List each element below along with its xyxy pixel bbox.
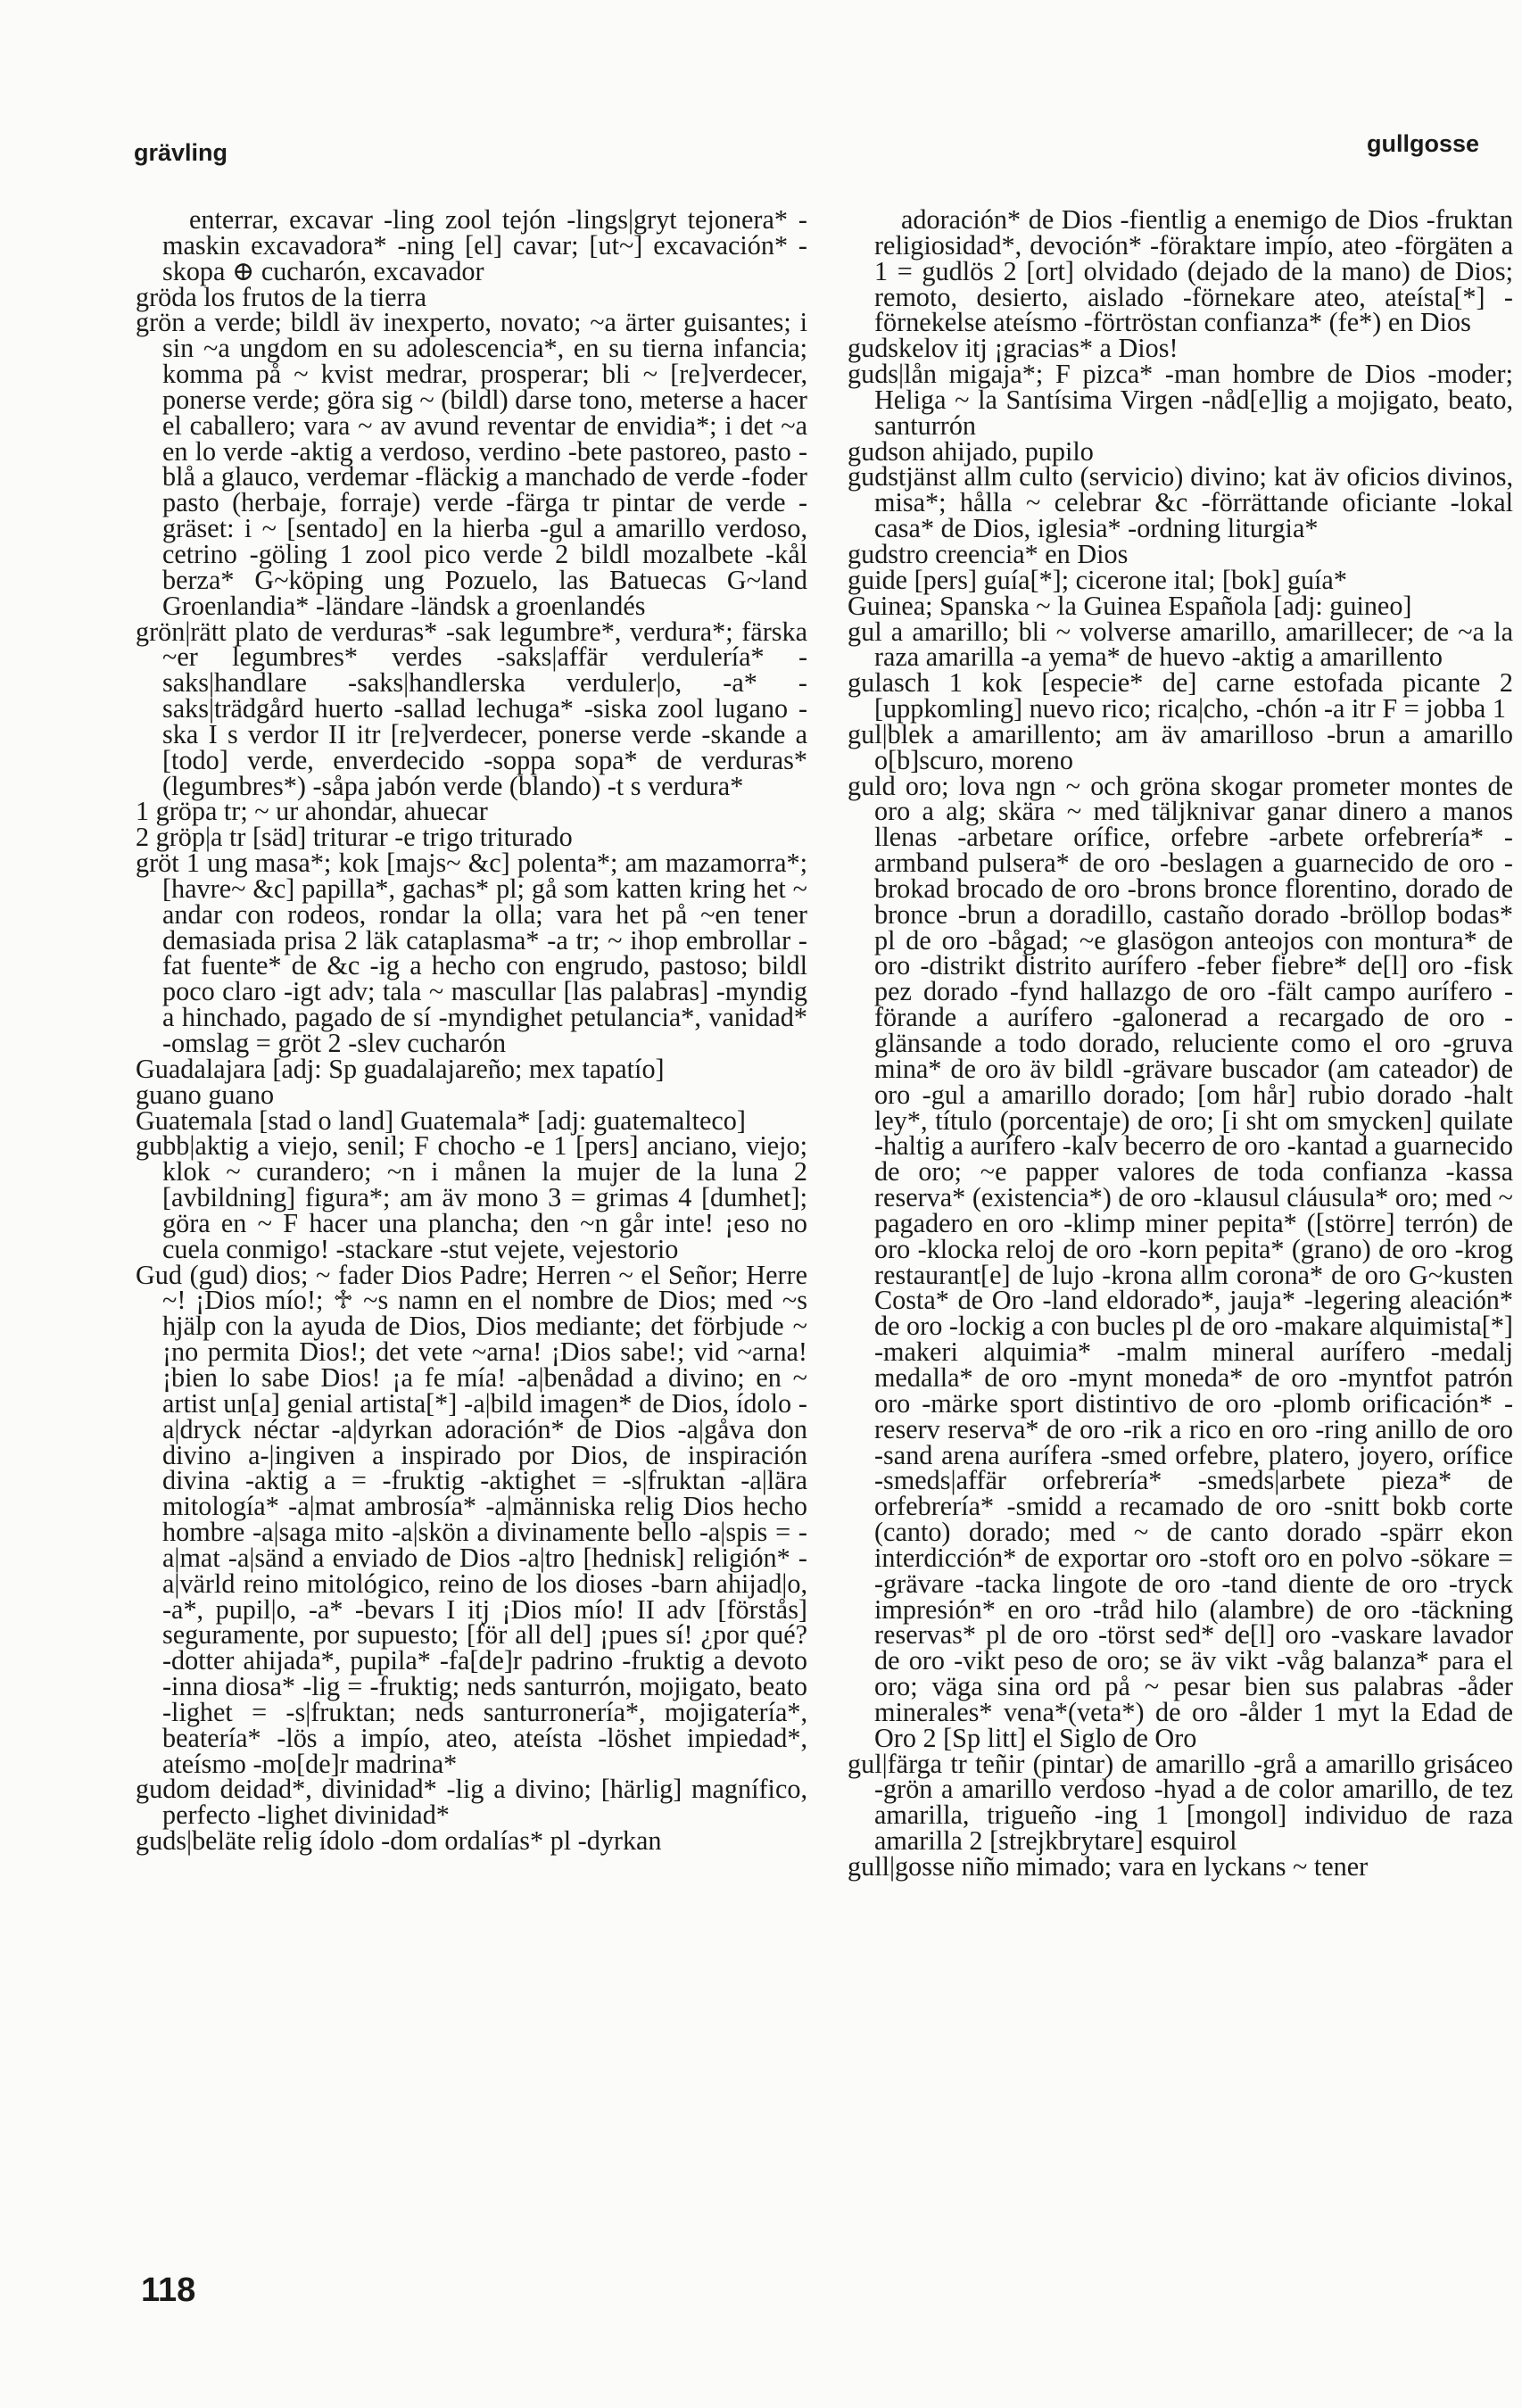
entry: guds|beläte relig ídolo -dom ordalías* pl -dyrkan [136, 1825, 662, 1857]
entry: gudskelov itj ¡gracias* a Dios! [848, 333, 1179, 364]
entry: gröt 1 ung masa*; kok [majs~ &c] polenta*; am mazamorra*; [havre~ &c] papilla*, gachas* pl; gå som katten kring het ~ andar con rodeos, rondar la olla; vara het på ~en tener demasiada prisa 2 läk cataplasma* -a tr; ~ ihop embrollar -fat fuente* de &c -ig a hecho con engrudo, pastoso; bildl poco claro -igt adv; tala ~ mascullar [las palabras] -myndig a hinchado, pagado de sí -myndighet petulancia*, vanidad* -omslag = gröt 2 -slev cucharón [136, 848, 807, 1058]
entry: enterrar, excavar -ling zool tejón -lings|gryt tejonera* -maskin excavadora* -ning [el] cavar; [ut~] excavación* -skopa ⊕ cucharón, excavador [162, 204, 807, 286]
left-column [136, 204, 807, 1857]
entry: grön a verde; bildl äv inexperto, novato; ~a ärter guisantes; i sin ~a ungdom en su adolescencia*, en su tierna infancia; komma på ~ kvist medrar, prosperar; bli ~ [re]verdecer, ponerse verde; göra sig ~ (bildl) darse tono, meterse a hacer el caballero; vara ~ av avund reventar de envidia*; i det ~a en lo verde -aktig a verdoso, verdino -bete pastoreo, pasto -blå a glauco, verdemar -fläckig a manchado de verde -foder pasto (herbaje, forraje) verde -färga tr pintar de verde -gräset: i ~ [sentado] en la hierba -gul a amarillo verdoso, cetrino -göling 1 zool pico verde 2 bildl mozalbete -kål berza* G~köping ung Pozuelo, las Batuecas G~land Groenlandia* -ländare -ländsk a groenlandés [136, 307, 807, 621]
entry: gudom deidad*, divinidad* -lig a divino; [härlig] magnífico, perfecto -lighet divinidad* [136, 1774, 807, 1831]
right-column [848, 204, 1513, 1882]
entry: guano guano [136, 1079, 275, 1110]
entry: gubb|aktig a viejo, senil; F chocho -e 1 [pers] anciano, viejo; klok ~ curandero; ~n i månen la mujer de la luna 2 [avbildning] figura*; am äv mono 3 = grimas 4 [dumhet]; göra en ~ F hacer una plancha; den ~n går inte! ¡eso no cuela conmigo! -stackare -stut vejete, vejestorio [136, 1130, 807, 1264]
entry: gudson ahijado, pupilo [848, 435, 1094, 467]
page-number: 118 [141, 2271, 196, 2309]
entry: 2 gröp|a tr [säd] triturar -e trigo triturado [136, 822, 573, 853]
entry: gudstro creencia* en Dios [848, 538, 1129, 569]
entry: guide [pers] guía[*]; cicerone ital; [bok] guía* [848, 564, 1347, 595]
entry: gull|gosse niño mimado; vara en lyckans ~ tener [848, 1851, 1369, 1882]
entry: gröda los frutos de la tierra [136, 281, 427, 312]
entry: grön|rätt plato de verduras* -sak legumbre*, verdura*; färska ~er legumbres* verdes -saks|affär verdulería* -saks|handlare -saks|handlerska verduler|o, -a* -saks|trädgård huerto -sallad lechuga* -siska zool lugano -ska I s verdor II itr [re]verdecer, ponerse verde -skande a [todo] verde, enverdecido -soppa sopa* de verduras* (legumbres*) -såpa jabón verde (blando) -t s verdura* [136, 616, 807, 801]
left-guide-word: grävling [134, 139, 228, 166]
right-guide-word: gullgosse [1366, 130, 1479, 157]
entry: Guatemala [stad o land] Guatemala* [adj: guatemalteco] [136, 1105, 746, 1136]
entry: gul|färga tr teñir (pintar) de amarillo -grå a amarillo grisáceo -grön a amarillo verdoso -hyad a de color amarillo, de tez amarilla, trigueño -ing 1 [mongol] individuo de raza amarilla 2 [strejkbrytare] esquirol [848, 1748, 1513, 1857]
entry: Guadalajara [adj: Sp guadalajareño; mex tapatío] [136, 1053, 665, 1084]
entry: guds|lån migaja*; F pizca* -man hombre de Dios -moder; Heliga ~ la Santísima Virgen -nåd[e]lig a mojigato, beato, santurrón [848, 359, 1513, 441]
entry: gudstjänst allm culto (servicio) divino; kat äv oficios divinos, misa*; hålla ~ celebrar &c -förrättande oficiante -lokal casa* de Dios, iglesia* -ordning liturgia* [848, 461, 1513, 544]
entry: guld oro; lova ngn ~ och gröna skogar prometer montes de oro a alg; skära ~ med täljknivar ganar dinero a manos llenas -arbetare orífice, orfebre -arbete orfebrería* -armband pulsera* de oro -beslagen a guarnecido de oro -brokad brocado de oro -brons bronce florentino, dorado de bronce -brun a doradillo, castaño dorado -bröllop bodas* pl de oro -bågad; ~e glasögon anteojos con montura* de oro -distrikt distrito aurífero -feber fiebre* de[l] oro -fisk pez dorado -fynd hallazgo de oro -fält campo aurífero -förande a aurífero -galonerad a recargado de oro -glänsande a todo dorado, reluciente como el oro -gruva mina* de oro äv bildl -grävare buscador (am cateador) de oro -gul a amarillo dorado; [om hår] rubio dorado -halt ley*, título (porcentaje) de oro; [i sht om smycken] quilate -haltig a aurífero -kalv becerro de oro -kantad a guarnecido de oro; ~e papper valores de toda confianza -kassa reserva* (existencia*) de oro -klausul cláusula* oro; med ~ pagadero en oro -klimp miner pepita* ([större] terrón) de oro -klocka reloj de oro -korn pepita* (grano) de oro -krog restaurant[e] de lujo -krona allm corona* de oro G~kusten Costa* de Oro -land eldorado*, jauja* -legering aleación* de oro -lockig a con bucles pl de oro -makare alquimista[*] -makeri alquimia* -malm mineral aurífero -medalj medalla* de oro -mynt moneda* de oro -myntfot patrón oro -märke sport distintivo de oro -plomb orificación* -reserv reserva* de oro -rik a rico en oro -ring anillo de oro -sand arena aurífera -smed orfebre, platero, joyero, orífice -smeds|affär orfebrería* -smeds|arbete pieza* de orfebrería* -smidd a recamado de oro -snitt bokb corte (canto) dorado; med ~ de canto dorado -spärr ekon interdicción* de exportar oro -stoft oro en polvo -sökare = -grävare -tacka lingote de oro -tand diente de oro -tryck impresión* en oro -tråd hilo (alambre) de oro -täckning reservas* pl de oro -törst sed* de[l] oro -vaskare lavador de oro -vikt peso de oro; se äv vikt -våg balanza* para el oro; väga sina ord på ~ pesar bien sus palabras -åder minerales* vena*(veta*) de oro -ålder 1 myt la Edad de Oro 2 [Sp litt] el Siglo de Oro [848, 770, 1513, 1753]
entry: gul|blek a amarillento; am äv amarilloso -brun a amarillo o[b]scuro, moreno [848, 718, 1513, 775]
entry: gul a amarillo; bli ~ volverse amarillo, amarillecer; de ~a la raza amarilla -a yema* de huevo -aktig a amarillento [848, 616, 1513, 673]
entry: gulasch 1 kok [especie* de] carne estofada picante 2 [uppkomling] nuevo rico; rica|cho, -chón -a itr F = jobba 1 [848, 667, 1513, 724]
entry: Guinea; Spanska ~ la Guinea Española [adj: guineo] [848, 590, 1412, 621]
entry: Gud (gud) dios; ~ fader Dios Padre; Herren ~ el Señor; Herre ~! ¡Dios mío!; ♱ ~s namn en el nombre de Dios; med ~s hjälp con la ayuda de Dios, Dios mediante; det förbjude ~ ¡no permita Dios!; det vete ~arna! ¡Dios sabe!; vid ~arna! ¡bien lo sabe Dios! ¡a fe mía! -a|benådad a divino; en ~ artist un[a] genial artista[*] -a|bild imagen* de Dios, ídolo -a|dryck néctar -a|dyrkan adoración* de Dios -a|gåva don divino a-|ingiven a inspirado por Dios, de inspiración divina -aktig a = -fruktig -aktighet = -s|fruktan -a|lära mitología* -a|mat ambrosía* -a|människa relig Dios hecho hombre -a|saga mito -a|skön a divinamente bello -a|spis = -a|mat -a|sänd a enviado de Dios -a|tro [hednisk] religión* -a|värld reino mitológico, reino de los dioses -barn ahijad|o, -a*, pupil|o, -a* -bevars I itj ¡Dios mío! II adv [förstås] seguramente, por supuesto; [för all del] ¡pues sí! ¿por qué? -dotter ahijada*, pupila* -fa[de]r padrino -fruktig a devoto -inna diosa* -lig = -fruktig; neds santurrón, mojigato, beato -lighet = -s|fruktan; neds santurronería*, mojigatería*, beatería* -lös a impío, ateo, ateísta -löshet impiedad*, ateísmo -mo[de]r madrina* [136, 1259, 807, 1779]
entry: 1 gröpa tr; ~ ur ahondar, ahuecar [136, 796, 488, 827]
entry: adoración* de Dios -fientlig a enemigo de Dios -fruktan religiosidad*, devoción* -föraktare impío, ateo -förgäten a 1 = gudlös 2 [ort] olvidado (dejado de la mano) de Dios; remoto, desierto, aislado -förnekare ateo, ateísta[*] -förnekelse ateísmo -förtröstan confianza* (fe*) en Dios [874, 204, 1513, 338]
